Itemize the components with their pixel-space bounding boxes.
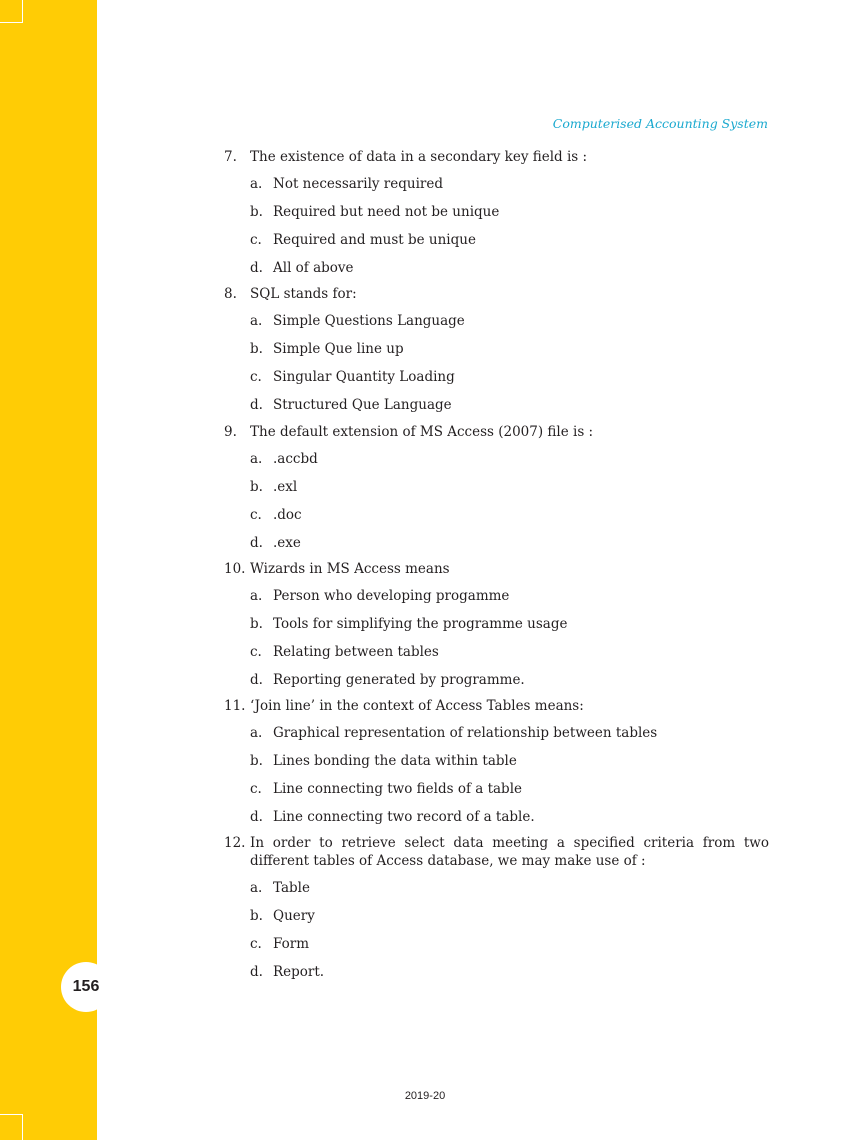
question-11 — [224, 697, 769, 826]
option-text: Simple Que line up — [273, 341, 404, 357]
question-stem — [224, 697, 769, 715]
option-text: Not necessarily required — [273, 176, 443, 192]
question-text: Wizards in MS Access means — [250, 561, 450, 577]
question-text: SQL stands for: — [250, 286, 357, 302]
option-text: Form — [273, 936, 310, 952]
option-text: Structured Que Language — [273, 397, 452, 413]
option-text: .accbd — [273, 451, 318, 467]
answer-option — [250, 175, 769, 193]
question-12 — [224, 834, 769, 981]
option-letter: a. — [250, 313, 263, 329]
option-letter: b. — [250, 908, 263, 924]
option-letter: c. — [250, 507, 262, 523]
option-list — [224, 724, 769, 826]
option-text: Tools for simplifying the programme usage — [273, 616, 568, 632]
option-list — [224, 587, 769, 689]
option-letter: b. — [250, 616, 263, 632]
answer-option — [250, 643, 769, 661]
option-text: Line connecting two fields of a table — [273, 781, 523, 797]
answer-option — [250, 907, 769, 925]
answer-option — [250, 450, 769, 468]
question-text: The default extension of MS Access (2007) file is : — [250, 424, 594, 440]
answer-option — [250, 935, 769, 953]
option-letter: c. — [250, 232, 262, 248]
question-number: 11. — [224, 698, 246, 714]
answer-option — [250, 203, 769, 221]
question-8 — [224, 285, 769, 414]
answer-option — [250, 780, 769, 798]
option-text: Query — [273, 908, 315, 924]
option-text: Reporting generated by programme. — [273, 672, 525, 688]
question-number: 8. — [224, 286, 237, 302]
option-text: Graphical representation of relationship between tables — [273, 725, 658, 741]
option-text: Table — [273, 880, 310, 896]
answer-option — [250, 671, 769, 689]
option-letter: b. — [250, 479, 263, 495]
option-list — [224, 175, 769, 277]
running-header: Computerised Accounting System — [552, 116, 768, 131]
answer-option — [250, 963, 769, 981]
footer-year: 2019-20 — [404, 1090, 446, 1102]
option-list — [224, 450, 769, 552]
option-text: .exl — [273, 479, 298, 495]
option-letter: c. — [250, 781, 262, 797]
option-text: Singular Quantity Loading — [273, 369, 455, 385]
answer-option — [250, 340, 769, 358]
option-letter: b. — [250, 204, 263, 220]
option-text: Report. — [273, 964, 325, 980]
question-stem — [224, 285, 769, 303]
question-7 — [224, 148, 769, 277]
option-list — [224, 312, 769, 414]
option-letter: d. — [250, 535, 263, 551]
option-letter: d. — [250, 260, 263, 276]
page-number: 156 — [72, 978, 100, 995]
page-number-badge — [61, 962, 111, 1012]
answer-option — [250, 752, 769, 770]
option-letter: d. — [250, 964, 263, 980]
question-stem — [224, 560, 769, 578]
crop-mark-top — [0, 0, 23, 23]
question-stem — [224, 834, 769, 870]
option-letter: a. — [250, 176, 263, 192]
option-letter: d. — [250, 809, 263, 825]
question-10 — [224, 560, 769, 689]
answer-option — [250, 231, 769, 249]
answer-option — [250, 615, 769, 633]
option-letter: a. — [250, 588, 263, 604]
question-number: 12. — [224, 835, 246, 851]
option-letter: a. — [250, 725, 263, 741]
question-text: In order to retrieve select data meeting a specified criteria from two different tables of Access database, we may make use of : — [250, 835, 769, 869]
option-letter: d. — [250, 397, 263, 413]
answer-option — [250, 879, 769, 897]
answer-option — [250, 534, 769, 552]
option-text: All of above — [273, 260, 354, 276]
answer-option — [250, 506, 769, 524]
answer-option — [250, 396, 769, 414]
answer-option — [250, 478, 769, 496]
question-text: ‘Join line’ in the context of Access Tables means: — [250, 698, 584, 714]
option-text: Required but need not be unique — [273, 204, 500, 220]
option-text: Lines bonding the data within table — [273, 753, 517, 769]
option-text: Required and must be unique — [273, 232, 476, 248]
answer-option — [250, 368, 769, 386]
option-letter: c. — [250, 644, 262, 660]
crop-mark-bottom — [0, 1114, 23, 1140]
option-letter: b. — [250, 341, 263, 357]
option-list — [224, 879, 769, 981]
answer-option — [250, 808, 769, 826]
question-number: 10. — [224, 561, 246, 577]
question-9 — [224, 423, 769, 552]
question-text: The existence of data in a secondary key field is : — [250, 149, 588, 165]
option-letter: d. — [250, 672, 263, 688]
question-stem — [224, 148, 769, 166]
option-letter: b. — [250, 753, 263, 769]
answer-option — [250, 724, 769, 742]
option-letter: c. — [250, 936, 262, 952]
option-text: Person who developing progamme — [273, 588, 510, 604]
question-stem — [224, 423, 769, 441]
answer-option — [250, 312, 769, 330]
option-text: Relating between tables — [273, 644, 439, 660]
answer-option — [250, 587, 769, 605]
option-text: Line connecting two record of a table. — [273, 809, 535, 825]
option-text: Simple Questions Language — [273, 313, 465, 329]
option-text: .doc — [273, 507, 302, 523]
option-letter: c. — [250, 369, 262, 385]
option-letter: a. — [250, 451, 263, 467]
option-text: .exe — [273, 535, 301, 551]
option-letter: a. — [250, 880, 263, 896]
answer-option — [250, 259, 769, 277]
question-number: 9. — [224, 424, 237, 440]
question-number: 7. — [224, 149, 237, 165]
question-list — [224, 148, 769, 981]
